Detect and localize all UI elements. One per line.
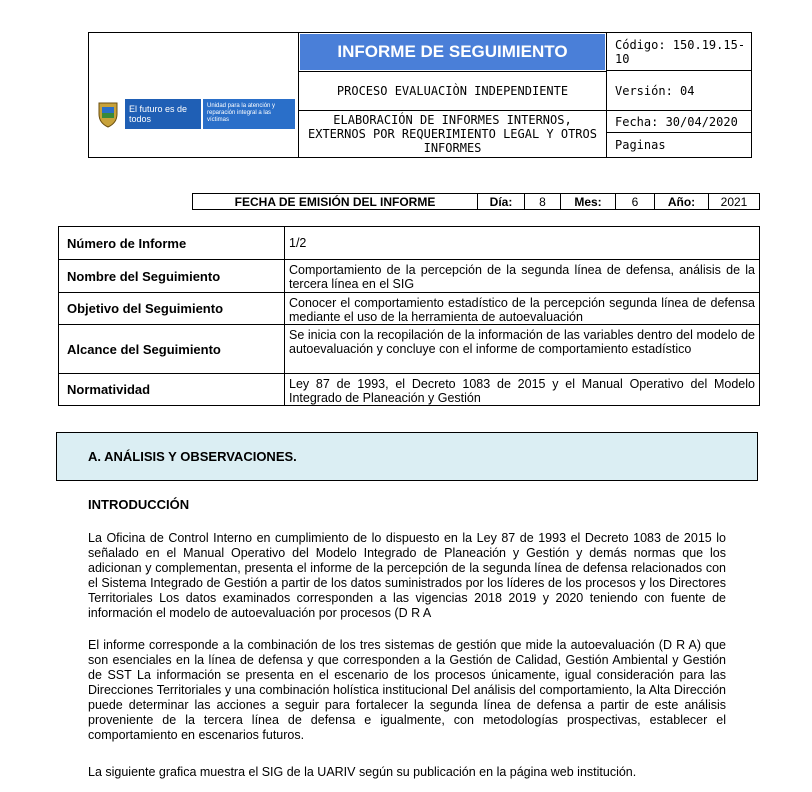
process-name: PROCESO EVALUACIÒN INDEPENDIENTE xyxy=(299,71,606,111)
day-value: 8 xyxy=(525,194,561,209)
alcance-label: Alcance del Seguimiento xyxy=(59,325,285,373)
logo-text-futuro: El futuro es de todos xyxy=(125,99,201,129)
coat-of-arms-icon xyxy=(97,100,119,128)
nombre-label: Nombre del Seguimiento xyxy=(59,260,285,292)
normatividad-value: Ley 87 de 1993, el Decreto 1083 de 2015 y el Manual Operativo del Modelo Integrado de Planeación y Gestión xyxy=(289,377,755,405)
table-row xyxy=(59,293,759,325)
header-middle xyxy=(299,33,607,157)
logo-text-unidad: Unidad para la atención y reparación integral a las víctimas xyxy=(203,99,295,129)
paragraph-3: La siguiente grafica muestra el SIG de la UARIV según su publicación en la página web institución. xyxy=(88,765,637,779)
day-label: Día: xyxy=(478,194,525,209)
document-header xyxy=(88,32,752,158)
codigo: Código: 150.19.15-10 xyxy=(607,33,751,71)
nombre-value: Comportamiento de la percepción de la segunda línea de defensa, análisis de la tercera línea en el SIG xyxy=(289,263,755,291)
objetivo-label: Objetivo del Seguimiento xyxy=(59,293,285,324)
numero-label: Número de Informe xyxy=(59,227,285,259)
intro-heading: INTRODUCCIÓN xyxy=(88,497,190,512)
fecha: Fecha: 30/04/2020 xyxy=(607,111,751,133)
emission-label: FECHA DE EMISIÓN DEL INFORME xyxy=(193,194,478,209)
normatividad-label: Normatividad xyxy=(59,374,285,405)
logo xyxy=(97,97,297,131)
header-meta xyxy=(607,33,751,157)
report-title: INFORME DE SEGUIMIENTO xyxy=(300,34,605,70)
table-row xyxy=(59,260,759,293)
year-label: Año: xyxy=(655,194,709,209)
section-a-heading: A. ANÁLISIS Y OBSERVACIONES. xyxy=(56,432,758,481)
month-value: 6 xyxy=(616,194,655,209)
paragraph-1: La Oficina de Control Interno en cumplimiento de lo dispuesto en la Ley 87 de 1993 el Decreto 1083 de 2015 lo señalado en el Manual Operativo del Modelo Integrado de Planeación y Gestión y demás normas que los adicionan y complementan, presenta el informe de la percepción de la segunda línea de defensa relacionados con el Sistema Integrado de Gestión a partir de los datos suministrados por los líderes de los procesos y los Directores Territoriales Los datos examinados corresponden a las vigencias 2018 2019 y 2020 teniendo con fuente de información el modelo de autoevaluación por procesos (D R A xyxy=(88,531,726,620)
paragraph-2: El informe corresponde a la combinación de los tres sistemas de gestión que mide la autoevaluación (D R A) que son esenciales en la línea de defensa y que corresponden a la Gestión de Calidad, Gestión Ambiental y Gestión de SST La información se presenta en el escenario de los procesos únicamente, igual consideración para las Direcciones Territoriales y una combinación holística institucional Del análisis del comportamiento, la Alta Dirección puede determinar las acciones a seguir para fortalecer la segunda línea de defensa a partir de este análisis proveniente de la tercera línea de defensa e igualmente, con metodologías prospectivas, establecer el comportamiento en escenarios futuros. xyxy=(88,638,726,742)
emission-date-row xyxy=(192,193,760,210)
paginas: Paginas xyxy=(615,138,666,152)
numero-value: 1/2 xyxy=(289,236,307,250)
logo-cell xyxy=(89,33,299,157)
year-value: 2021 xyxy=(720,194,748,209)
report-subject: ELABORACIÓN DE INFORMES INTERNOS, EXTERNOS POR REQUERIMIENTO LEGAL Y OTROS INFORMES xyxy=(308,113,597,155)
month-label: Mes: xyxy=(561,194,616,209)
report-info-table xyxy=(58,226,760,406)
objetivo-value: Conocer el comportamiento estadístico de la percepción segunda línea de defensa mediante el uso de la herramienta de autoevaluación xyxy=(289,296,755,324)
table-row xyxy=(59,227,759,260)
table-row xyxy=(59,325,759,374)
alcance-value: Se inicia con la recopilación de la información de las variables dentro del modelo de autoevaluación y concluye con el informe de comportamiento estadístico xyxy=(289,328,755,356)
version: Versión: 04 xyxy=(607,71,751,111)
table-row xyxy=(59,374,759,405)
